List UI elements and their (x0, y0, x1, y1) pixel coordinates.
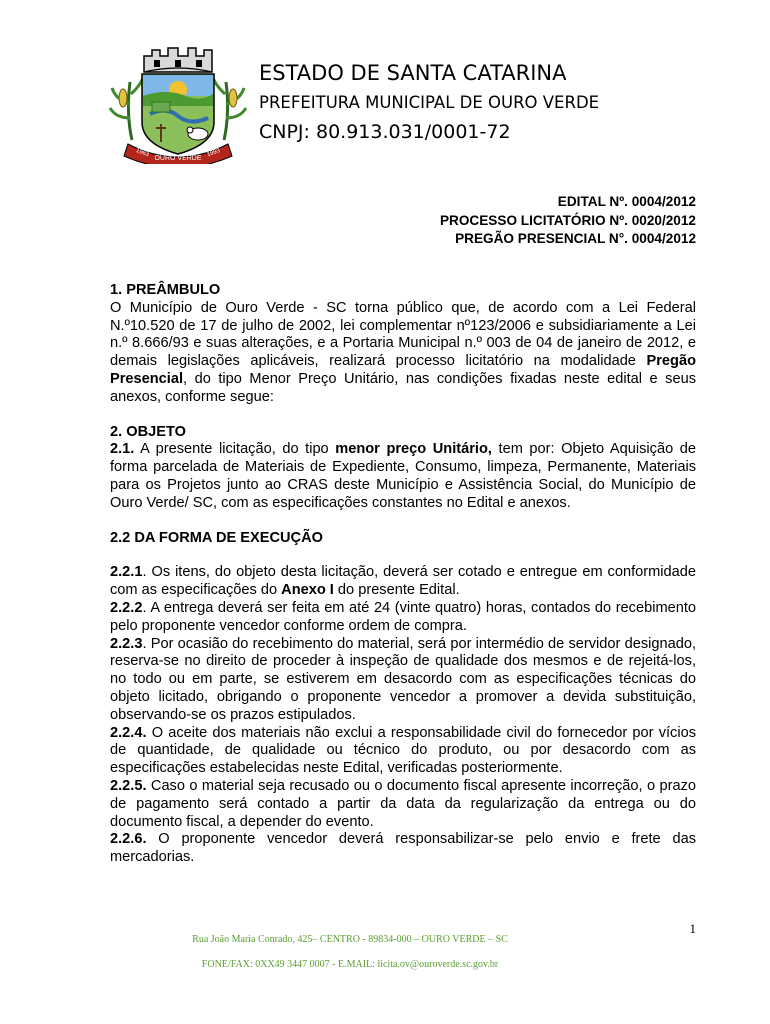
item-number: 2.2.4. (110, 724, 147, 741)
item-text: O aceite dos materiais não exclui a responsabilidade civil do fornecedor por vícios de quantidade, de qualidade ou técnico do produto, ou por desacordo com as especificações estabelecidas neste Edital, verificadas posteriormente. (110, 724, 696, 777)
item-text: Caso o material seja recusado ou o documento fiscal apresente incorreção, o prazo de pagamento será contado a partir da data da regularização da entrega ou do documento fiscal, a depender do evento. (110, 777, 696, 830)
shield-icon (142, 74, 214, 154)
anexo-bold: Anexo I (281, 582, 334, 599)
preambulo-text: O Município de Ouro Verde - SC torna público que, de acordo com a Lei Federal N.º10.520 de 17 de julho de 2002, lei complementar nº123/2006 e subsidiariamente a Lei n.º 8.666/93 e suas alterações, e a Portaria Municipal n.º 003 de 04 de janeiro de 2012, e demais legislações aplicáveis, realizará processo licitatório na modalidade (110, 299, 696, 370)
execucao-item-5 (110, 778, 696, 831)
execucao-item-6 (110, 831, 696, 867)
execucao-item-3 (110, 636, 696, 725)
item-text-end: do presente Edital. (333, 582, 460, 599)
item-number: 2.2.1 (110, 564, 143, 581)
execucao-item-4 (110, 725, 696, 778)
processo-number: PROCESSO LICITATÓRIO Nº. 0020/2012 (439, 212, 696, 228)
state-title: ESTADO DE SANTA CATARINA (259, 61, 567, 85)
crest-year-right: 1993 (206, 147, 221, 159)
crest-banner-text: OURO VERDE (154, 155, 202, 162)
section-heading-preambulo: 1. PREÂMBULO (110, 282, 221, 298)
item-text: O proponente vencedor deverá responsabilizar-se pelo envio e frete das mercadorias. (110, 831, 696, 866)
item-text: . Os itens, do objeto desta licitação, deverá ser cotado e entregue em conformidade com as especificações do (110, 564, 696, 599)
objeto-paragraph (110, 441, 696, 512)
footer-contact: FONE/FAX: 0XX49 3447 0007 - E.MAIL: licita.ov@ouroverde.sc.gov.br (201, 959, 499, 970)
section-heading-execucao: 2.2 DA FORMA DE EXECUÇÃO (110, 529, 323, 546)
document-body (110, 282, 696, 867)
corn-stalk-left-icon (110, 74, 144, 140)
document-references (440, 193, 696, 249)
item-number: 2.2.6. (110, 831, 147, 848)
page-number: 1 (689, 921, 696, 936)
execucao-item-2 (110, 600, 696, 636)
item-number: 2.2.3 (110, 635, 143, 652)
preambulo-text-end: , do tipo Menor Preço Unitário, nas condições fixadas neste edital e seus anexos, conforme segue: (110, 370, 696, 405)
item-number: 2.2.2 (110, 599, 143, 616)
municipal-crest-logo (106, 44, 250, 164)
crest-year-left: 1963 (135, 147, 150, 159)
crown-icon (144, 48, 212, 72)
preambulo-bold: Pregão Presencial (110, 353, 696, 387)
prefecture-title: PREFEITURA MUNICIPAL DE OURO VERDE (259, 93, 600, 112)
footer-address: Rua João Maria Conrado, 425– CENTRO - 89834-000 – OURO VERDE – SC (192, 934, 508, 945)
section-heading-objeto: 2. OBJETO (110, 423, 186, 440)
objeto-bold: menor preço Unitário, (335, 441, 492, 458)
execucao-item-1 (110, 564, 696, 600)
objeto-item-number: 2.1. (110, 441, 135, 458)
objeto-text: A presente licitação, do tipo (134, 441, 336, 458)
item-number: 2.2.5. (110, 777, 147, 794)
item-text: . Por ocasião do recebimento do material, será por intermédio de servidor designado, reserva-se no direito de proceder à inspeção de qualidade dos mesmos e de rejeitá-los, no todo ou em parte, se estiverem em desacordo com as especificações técnicas do objeto licitado, obrigando o proponente vencedor a promover a devida substituição, observando-se os prazos estipulados. (110, 635, 696, 723)
edital-number: EDITAL Nº. 0004/2012 (557, 194, 696, 209)
cnpj-line: CNPJ: 80.913.031/0001-72 (259, 121, 511, 143)
item-text: . A entrega deverá ser feita em até 24 (vinte quatro) horas, contados do recebimento pelo proponente vencedor conforme ordem de compra. (110, 599, 696, 634)
pregao-number: PREGÃO PRESENCIAL N°. 0004/2012 (455, 231, 696, 246)
objeto-text-end: tem por: Objeto Aquisição de forma parcelada de Materiais de Expediente, Consumo, limpeza, Permanente, Materiais para os Projetos junto ao CRAS deste Município e Assistência Social, do Município de Ouro Verde/ SC, com as especificações constantes no Edital e anexos. (110, 441, 697, 511)
preambulo-paragraph (110, 300, 696, 407)
corn-stalk-right-icon (212, 74, 246, 140)
